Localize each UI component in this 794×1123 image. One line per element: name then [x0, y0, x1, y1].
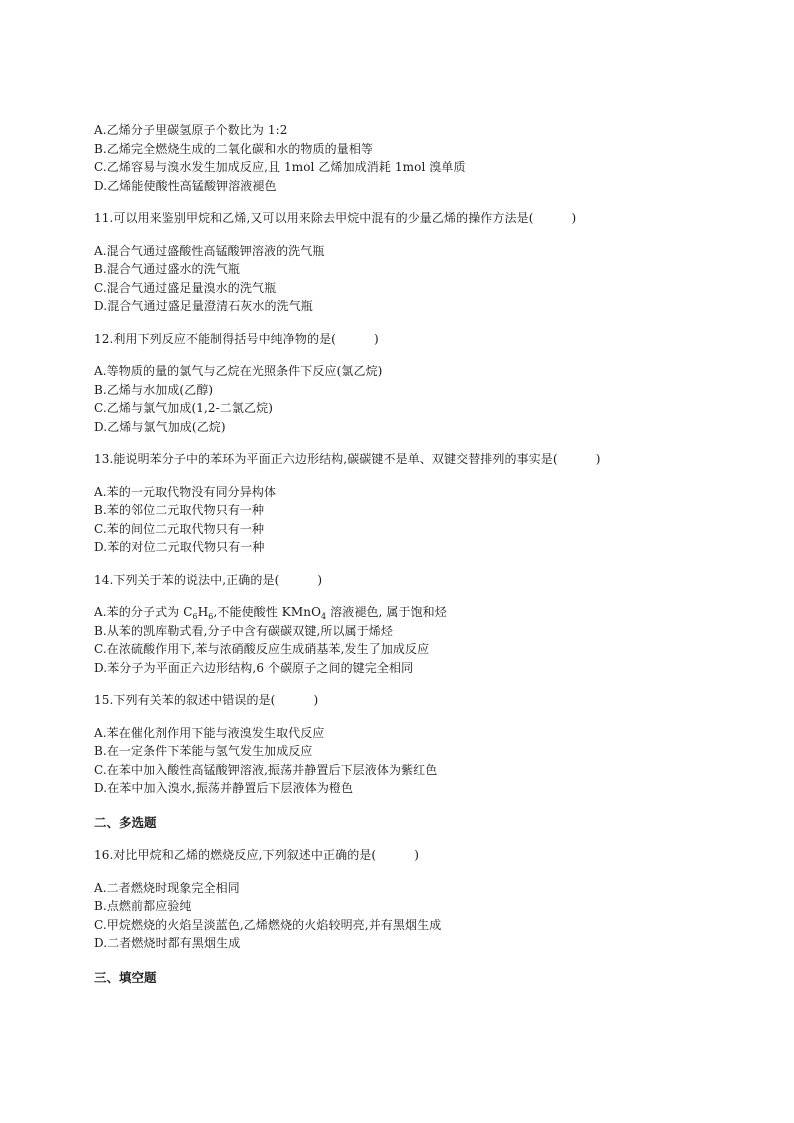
option-13b: B.苯的邻位二元取代物只有一种 [94, 503, 265, 517]
question-10-options [94, 121, 714, 195]
question-16-options [94, 879, 714, 953]
question-16-stem: 16.对比甲烷和乙烯的燃烧反应,下列叙述中正确的是( ) [94, 848, 419, 862]
option-14c: C.在浓硫酸作用下,苯与浓硝酸反应生成硝基苯,发生了加成反应 [94, 642, 430, 656]
question-14-stem: 14.下列关于苯的说法中,正确的是( ) [94, 572, 323, 587]
question-15-options [94, 724, 714, 798]
option-16d: D.二者燃烧时都有黑烟生成 [94, 936, 241, 950]
option-12c: C.乙烯与氯气加成(1,2-二氯乙烷) [94, 401, 273, 415]
option-15a: A.苯在催化剂作用下能与液溴发生取代反应 [94, 725, 325, 740]
option-16b: B.点燃前都应验纯 [94, 899, 192, 913]
option-13c: C.苯的间位二元取代物只有一种 [94, 521, 265, 536]
option-10c: C.乙烯容易与溴水发生加成反应,且 1mol 乙烯加成消耗 1mol 溴单质 [94, 160, 466, 174]
question-14-options [94, 603, 714, 677]
question-12-stem: 12.利用下列反应不能制得括号中纯净物的是( ) [94, 331, 379, 346]
option-15c: C.在苯中加入酸性高锰酸钾溶液,振荡并静置后下层液体为紫红色 [94, 762, 438, 777]
option-11d: D.混合气通过盛足量澄清石灰水的洗气瓶 [94, 299, 313, 313]
option-10d: D.乙烯能使酸性高锰酸钾溶液褪色 [94, 178, 277, 193]
question-12-options [94, 362, 714, 436]
question-15-stem: 15.下列有关苯的叙述中错误的是( ) [94, 693, 319, 707]
section-heading-fill-in-blank: 三、填空题 [94, 969, 157, 985]
option-14a: A.苯的分子式为 $C_6H_6$,不能使酸性 KMnO$_4$ 溶液褪色, 属于饱和烃 [94, 605, 447, 621]
option-10b: B.乙烯完全燃烧生成的二氧化碳和水的物质的量相等 [94, 141, 374, 156]
option-11c: C.混合气通过盛足量溴水的洗气瓶 [94, 280, 277, 295]
option-14d: D.苯分子为平面正六边形结构,6 个碳原子之间的键完全相同 [94, 660, 414, 675]
option-13d: D.苯的对位二元取代物只有一种 [94, 540, 265, 554]
option-12b: B.乙烯与水加成(乙醇) [94, 382, 214, 397]
option-11a: A.混合气通过盛酸性高锰酸钾溶液的洗气瓶 [94, 243, 325, 258]
option-12a: A.等物质的量的氯气与乙烷在光照条件下反应(氯乙烷) [94, 364, 383, 378]
option-15b: B.在一定条件下苯能与氢气发生加成反应 [94, 744, 313, 758]
question-13-options [94, 483, 714, 557]
question-13-stem: 13.能说明苯分子中的苯环为平面正六边形结构,碳碳键不是单、双键交替排列的事实是( ) [94, 452, 601, 466]
section-heading-multiple-choice: 二、多选题 [94, 814, 157, 830]
option-15d: D.在苯中加入溴水,振荡并静置后下层液体为橙色 [94, 781, 354, 795]
option-13a: A.苯的一元取代物没有同分异构体 [94, 484, 277, 499]
worksheet-page [94, 121, 714, 1001]
option-14b: B.从苯的凯库勒式看,分子中含有碳碳双键,所以属于烯烃 [94, 623, 393, 638]
option-16c: C.甲烷燃烧的火焰呈淡蓝色,乙烯燃烧的火焰较明亮,并有黑烟生成 [94, 917, 442, 932]
question-11-options [94, 242, 714, 316]
option-10a: A.乙烯分子里碳氢原子个数比为 1:2 [94, 123, 288, 137]
question-11-stem: 11.可以用来鉴别甲烷和乙烯,又可以用来除去甲烷中混有的少量乙烯的操作方法是( ) [94, 211, 577, 225]
option-12d: D.乙烯与氯气加成(乙烷) [94, 419, 226, 434]
option-11b: B.混合气通过盛水的洗气瓶 [94, 262, 240, 276]
option-16a: A.二者燃烧时现象完全相同 [94, 880, 240, 895]
